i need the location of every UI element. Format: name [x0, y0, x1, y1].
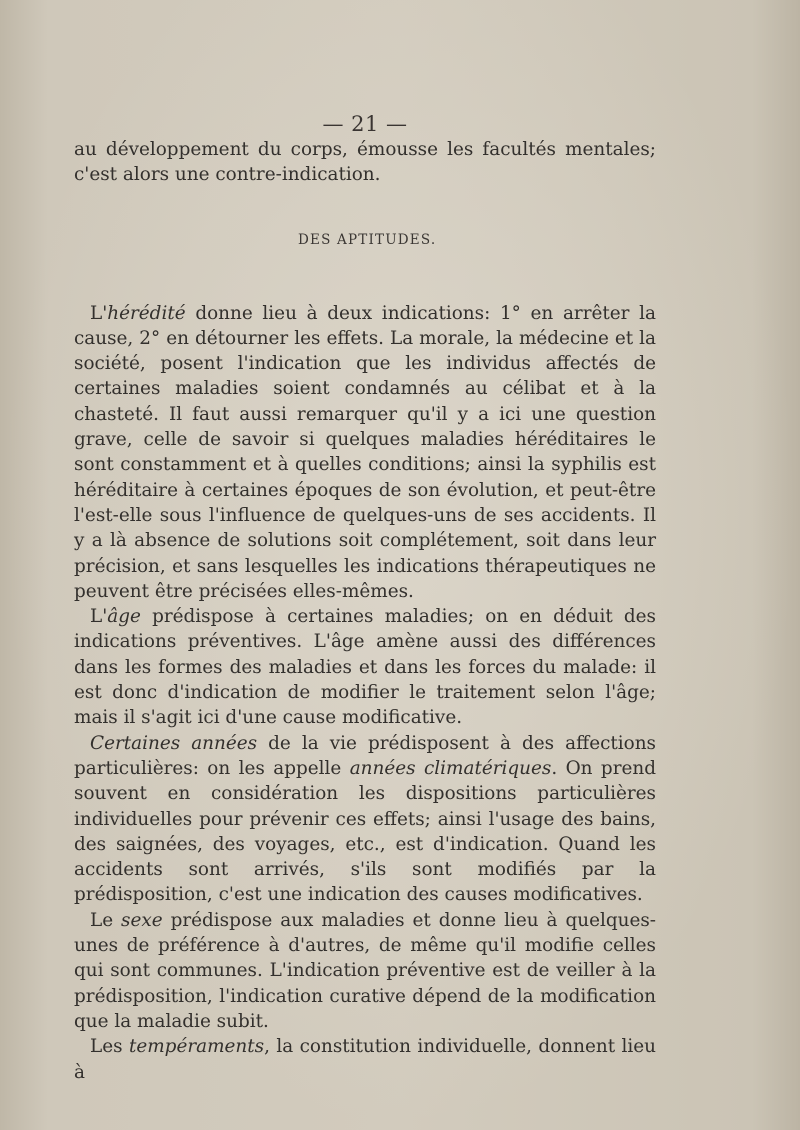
- paragraph-text: , la constitution individuelle, donnent lieu à: [74, 1036, 656, 1083]
- paragraph-heredite: [74, 301, 656, 605]
- lead-text: Les: [90, 1036, 129, 1058]
- section-heading: DES APTITUDES.: [298, 231, 437, 248]
- paragraph-text: donne lieu à deux indications: 1° en arrêter la cause, 2° en détourner les effets. La morale, la médecine et la société, posent l'indication que les individus affectés de certaines maladies soient condamnés au célibat et à la chasteté. Il faut aussi remarquer qu'il y a ici une question grave, celle de savoir si quelques maladies héréditaires le sont constamment et à quelles conditions; ainsi la syphilis est héréditaire à certaines époques de son évolution, et peut-être l'est-elle sous l'influence de quelques-uns de ses accidents. Il y a là absence de solutions soit complétement, soit dans leur précision, et sans lesquelles les indications thérapeutiques ne peuvent être précisées elles-mêmes.: [74, 302, 656, 602]
- italic-term: Certaines années: [90, 732, 258, 754]
- italic-term: hérédité: [107, 302, 186, 324]
- lead-text: L': [90, 302, 108, 324]
- body-text: [74, 137, 656, 1085]
- paragraph-text-continued: . On prend souvent en considération les dispositions particulières individuelles pour prévenir ces effets; ainsi l'usage des bains, des saignées, des voyages, etc., est d'indication. Quand les accidents sont arrivés, s'ils sont modifiés par la prédisposition, c'est une indication des causes modificatives.: [74, 757, 656, 906]
- paragraph-text: prédispose aux maladies et donne lieu à quelques-unes de préférence à d'autres, de même qu'il modifie celles qui sont communes. L'indication préventive est de veiller à la prédisposition, l'indication curative dépend de la modification que la maladie subit.: [74, 909, 656, 1032]
- paragraph-text: prédispose à certaines maladies; on en déduit des indications préventives. L'âge amène aussi des différences dans les formes des maladies et dans les forces du malade: il est donc d'indication de modifier le traitement selon l'âge; mais il s'agit ici d'une cause modificative.: [74, 606, 656, 729]
- paragraph-annees: [74, 731, 656, 908]
- lead-text: L': [90, 606, 108, 628]
- lead-text: Le: [90, 909, 122, 931]
- intro-paragraph: [74, 137, 656, 188]
- paragraph-sexe: [74, 908, 656, 1034]
- italic-term: sexe: [121, 909, 163, 931]
- paragraph-age: [74, 604, 656, 730]
- paragraph-text: de la vie prédisposent à des affections particulières: on les appelle: [74, 732, 656, 779]
- italic-term-secondary: années climatériques: [349, 757, 552, 779]
- italic-term: âge: [107, 606, 141, 628]
- italic-term: tempéraments: [128, 1036, 265, 1058]
- paragraph-temperaments: [74, 1034, 656, 1085]
- page-number: — 21 —: [322, 112, 408, 136]
- intro-text: au développement du corps, émousse les facultés mentales; c'est alors une contre-indication.: [74, 139, 656, 186]
